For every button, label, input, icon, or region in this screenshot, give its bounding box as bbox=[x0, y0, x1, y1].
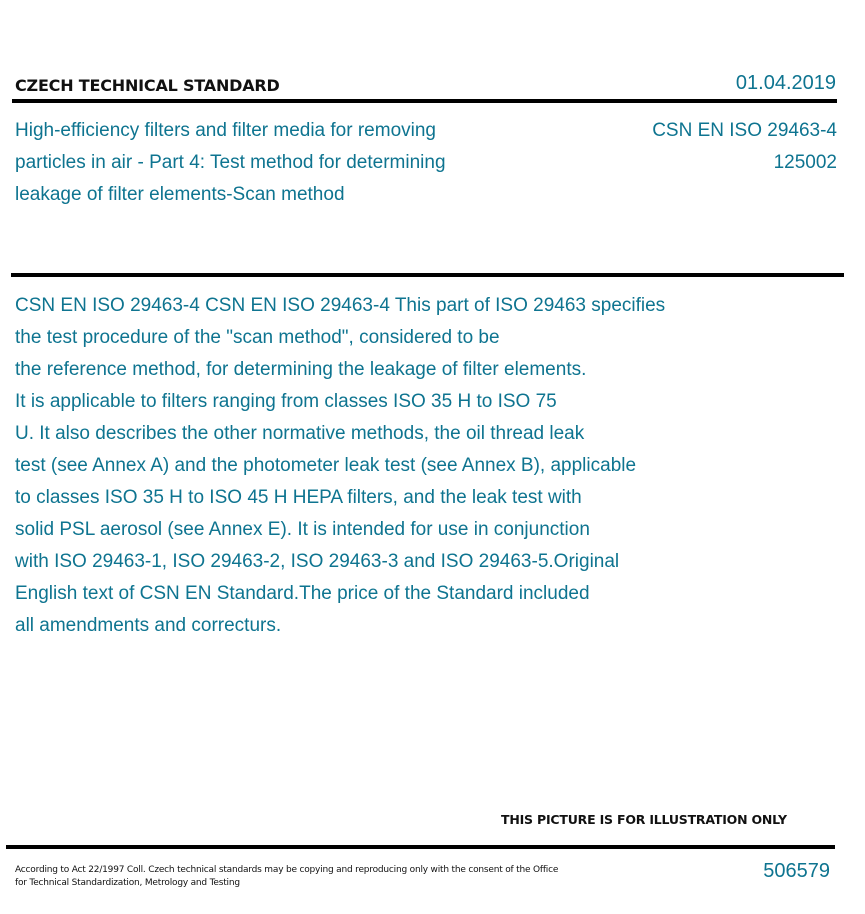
title-line: leakage of filter elements-Scan method bbox=[15, 184, 345, 205]
legal-line: for Technical Standardization, Metrology and Testing bbox=[15, 878, 240, 888]
abstract-line: the reference method, for determining the leakage of filter elements. bbox=[15, 359, 587, 380]
abstract-line: U. It also describes the other normative methods, the oil thread leak bbox=[15, 423, 585, 444]
title-line: High-efficiency filters and filter media for removing bbox=[15, 120, 436, 141]
standard-reference bbox=[652, 115, 837, 179]
standard-code: CSN EN ISO 29463-4 bbox=[652, 120, 837, 141]
abstract-text bbox=[15, 290, 815, 642]
document-id: 506579 bbox=[763, 860, 830, 882]
header-divider bbox=[12, 99, 837, 103]
standard-type-label: CZECH TECHNICAL STANDARD bbox=[15, 76, 280, 95]
abstract-line: It is applicable to filters ranging from classes ISO 35 H to ISO 75 bbox=[15, 391, 557, 412]
publication-date: 01.04.2019 bbox=[735, 72, 836, 94]
abstract-line: solid PSL aerosol (see Annex E). It is intended for use in conjunction bbox=[15, 519, 590, 540]
abstract-line: the test procedure of the "scan method", considered to be bbox=[15, 327, 500, 348]
title-divider bbox=[11, 273, 844, 277]
abstract-line: English text of CSN EN Standard.The price of the Standard included bbox=[15, 583, 590, 604]
abstract-line: to classes ISO 35 H to ISO 45 H HEPA filters, and the leak test with bbox=[15, 487, 582, 508]
footer-divider bbox=[6, 845, 835, 849]
legal-notice bbox=[15, 864, 595, 890]
illustration-note: THIS PICTURE IS FOR ILLUSTRATION ONLY bbox=[501, 812, 787, 827]
title-line: particles in air - Part 4: Test method for determining bbox=[15, 152, 446, 173]
abstract-line: test (see Annex A) and the photometer leak test (see Annex B), applicable bbox=[15, 455, 637, 476]
abstract-line: all amendments and correcturs. bbox=[15, 615, 282, 636]
abstract-line: with ISO 29463-1, ISO 29463-2, ISO 29463-3 and ISO 29463-5.Original bbox=[15, 551, 620, 572]
standard-title bbox=[15, 115, 555, 211]
abstract-line: CSN EN ISO 29463-4 CSN EN ISO 29463-4 This part of ISO 29463 specifies bbox=[15, 295, 666, 316]
legal-line: According to Act 22/1997 Coll. Czech technical standards may be copying and reproducing only with the consent of the Office bbox=[15, 865, 559, 875]
class-number: 125002 bbox=[773, 152, 837, 173]
